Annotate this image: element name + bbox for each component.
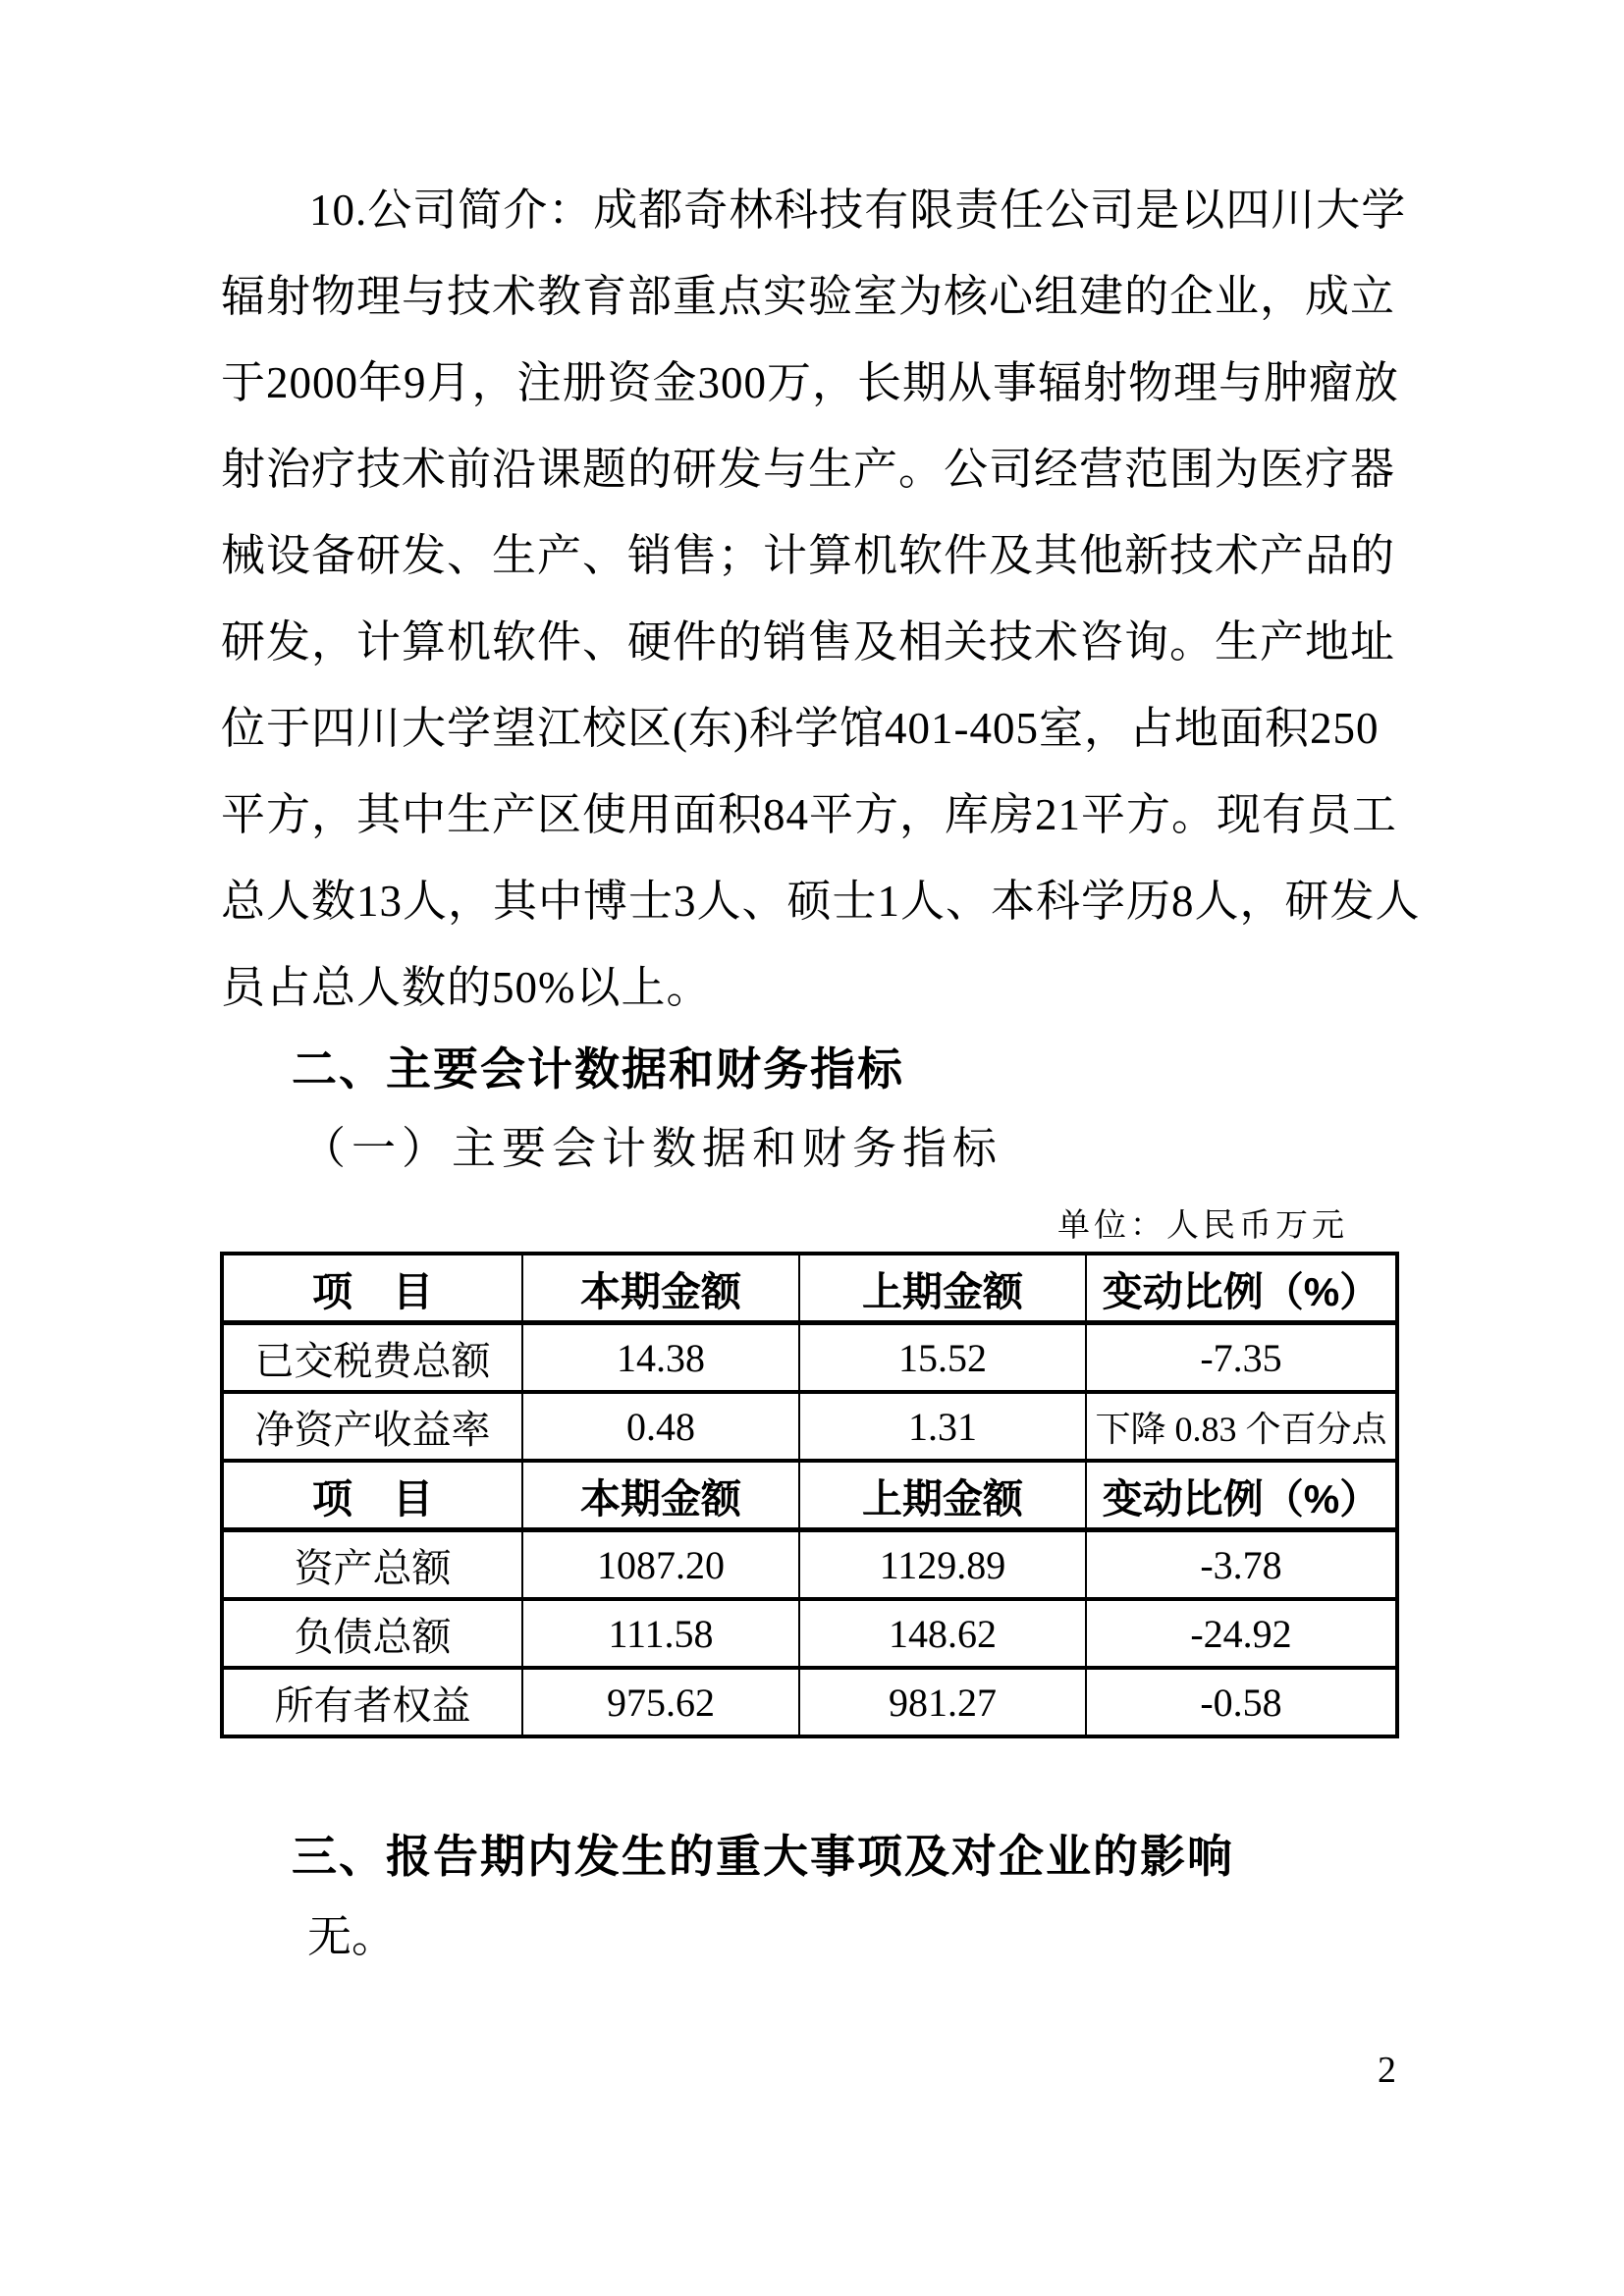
table-row xyxy=(222,1323,1397,1393)
table-header-row xyxy=(222,1254,1397,1323)
paragraph-line: 总人数13人，其中博士3人、硕士1人、本科学历8人，研发人 xyxy=(221,877,1421,926)
table-row xyxy=(222,1599,1397,1668)
section3-body: 无。 xyxy=(307,1912,397,1961)
table-row xyxy=(222,1392,1397,1461)
header-cell: 本期金额 xyxy=(522,1254,799,1323)
paragraph-line: 械设备研发、生产、销售；计算机软件及其他新技术产品的 xyxy=(221,531,1396,580)
intro-paragraph xyxy=(221,167,1421,1031)
paragraph-line: 于2000年9月，注册资金300万，长期从事辐射物理与肿瘤放 xyxy=(221,358,1400,407)
row-label-cell: 负债总额 xyxy=(222,1599,522,1668)
row-label-cell: 已交税费总额 xyxy=(222,1323,522,1393)
header-cell: 项 目 xyxy=(222,1254,522,1323)
paragraph-line: 平方，其中生产区使用面积84平方，库房21平方。现有员工 xyxy=(221,790,1398,839)
value-cell: -7.35 xyxy=(1086,1323,1397,1393)
value-cell: 下降 0.83 个百分点 xyxy=(1086,1392,1397,1461)
section3-heading: 三、报告期内发生的重大事项及对企业的影响 xyxy=(292,1831,1234,1882)
value-cell: 1129.89 xyxy=(799,1530,1086,1600)
table-row xyxy=(222,1668,1397,1736)
value-cell: 111.58 xyxy=(522,1599,799,1668)
value-cell: -0.58 xyxy=(1086,1668,1397,1736)
value-cell: 981.27 xyxy=(799,1668,1086,1736)
value-cell: 148.62 xyxy=(799,1599,1086,1668)
paragraph-line: 研发，计算机软件、硬件的销售及相关技术咨询。生产地址 xyxy=(221,617,1396,667)
financial-table xyxy=(220,1252,1399,1738)
row-label-cell: 资产总额 xyxy=(222,1530,522,1600)
paragraph-line: 位于四川大学望江校区(东)科学馆401-405室，占地面积250 xyxy=(221,704,1380,753)
value-cell: 1087.20 xyxy=(522,1530,799,1600)
value-cell: 15.52 xyxy=(799,1323,1086,1393)
header-cell: 上期金额 xyxy=(799,1461,1086,1530)
value-cell: 975.62 xyxy=(522,1668,799,1736)
table-unit-note: 单位：人民币万元 xyxy=(1057,1208,1348,1244)
header-cell: 上期金额 xyxy=(799,1254,1086,1323)
value-cell: -24.92 xyxy=(1086,1599,1397,1668)
paragraph-line: 员占总人数的50%以上。 xyxy=(221,963,712,1012)
section2-heading: 二、主要会计数据和财务指标 xyxy=(292,1043,904,1095)
table-header-row xyxy=(222,1461,1397,1530)
section2-subheading: （一）主要会计数据和财务指标 xyxy=(301,1124,1003,1173)
row-label-cell: 净资产收益率 xyxy=(222,1392,522,1461)
header-cell: 变动比例（%） xyxy=(1086,1461,1397,1530)
header-cell: 项 目 xyxy=(222,1461,522,1530)
value-cell: 0.48 xyxy=(522,1392,799,1461)
paragraph-line: 射治疗技术前沿课题的研发与生产。公司经营范围为医疗器 xyxy=(221,445,1396,494)
table-row xyxy=(222,1530,1397,1600)
header-cell: 变动比例（%） xyxy=(1086,1254,1397,1323)
value-cell: 14.38 xyxy=(522,1323,799,1393)
header-cell: 本期金额 xyxy=(522,1461,799,1530)
row-label-cell: 所有者权益 xyxy=(222,1668,522,1736)
value-cell: -3.78 xyxy=(1086,1530,1397,1600)
page-number: 2 xyxy=(1378,2050,1396,2091)
paragraph-line: 辐射物理与技术教育部重点实验室为核心组建的企业，成立 xyxy=(221,272,1396,321)
value-cell: 1.31 xyxy=(799,1392,1086,1461)
paragraph-line: 10.公司简介：成都奇林科技有限责任公司是以四川大学 xyxy=(309,186,1407,235)
